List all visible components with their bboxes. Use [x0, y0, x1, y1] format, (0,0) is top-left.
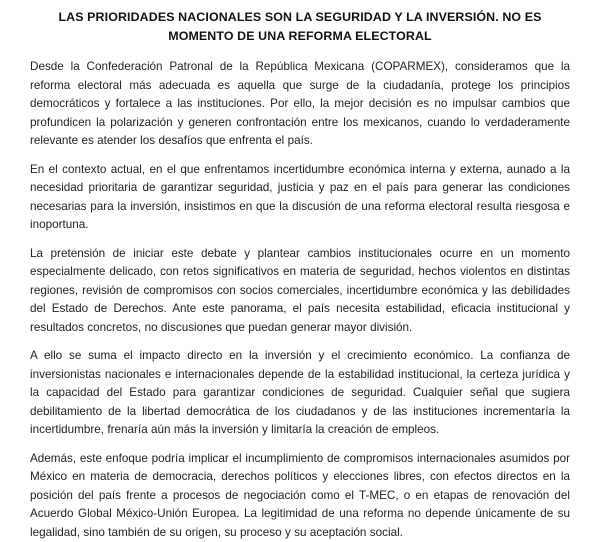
body-paragraph: Desde la Confederación Patronal de la República Mexicana (COPARMEX), consideramos que la reforma electoral más adecuada es aquella que surge de la ciudadanía, protege los principios democráticos y fortalece a las instituciones. Por ello, la mejor decisión es no impulsar cambios que profundicen la polarización y generen confrontación entre los mexicanos, cuando lo verdaderamente relevante es atender los desafíos que enfrenta el país. — [30, 58, 570, 151]
body-paragraph: La pretensión de iniciar este debate y plantear cambios institucionales ocurre en un momento especialmente delicado, con retos significativos en materia de seguridad, hechos violentos en distintas regiones, revisión de compromisos con socios comerciales, incertidumbre económica y las debilidades del Estado de Derechos. Ante este panorama, el país necesita estabilidad, eficacia institucional y resultados concretos, no discusiones que puedan generar mayor división. — [30, 245, 570, 338]
body-paragraph: A ello se suma el impacto directo en la inversión y el crecimiento económico. La confianza de inversionistas nacionales e internacionales depende de la estabilidad institucional, la certeza jurídica y la capacidad del Estado para garantizar condiciones de seguridad. Cualquier señal que sugiera debilitamiento de la libertad democrática de los ciudadanos y de las instituciones incrementaría la incertidumbre, frenaría aún más la inversión y limitaría la creación de empleos. — [30, 347, 570, 440]
page-title-line-1: LAS PRIORIDADES NACIONALES SON LA SEGURIDAD Y LA INVERSIÓN. NO ES — [34, 8, 566, 27]
page-title-line-2: MOMENTO DE UNA REFORMA ELECTORAL — [34, 27, 566, 46]
body-paragraph: Además, este enfoque podría implicar el incumplimiento de compromisos internacionales asumidos por México en materia de democracia, derechos políticos y elecciones libres, con efectos directos en la posición del país frente a procesos de negociación como el T-MEC, o en etapas de renovación del Acuerdo Global México-Unión Europea. La legitimidad de una reforma no depende únicamente de su legalidad, sino también de su origen, su proceso y su aceptación social. — [30, 450, 570, 542]
document-body — [30, 58, 570, 542]
page-title — [30, 8, 570, 45]
body-paragraph: En el contexto actual, en el que enfrentamos incertidumbre económica interna y externa, aunado a la necesidad prioritaria de garantizar seguridad, justicia y paz en el país para generar las condiciones necesarias para la inversión, insistimos en que la discusión de una reforma electoral resulta riesgosa e inoportuna. — [30, 161, 570, 235]
